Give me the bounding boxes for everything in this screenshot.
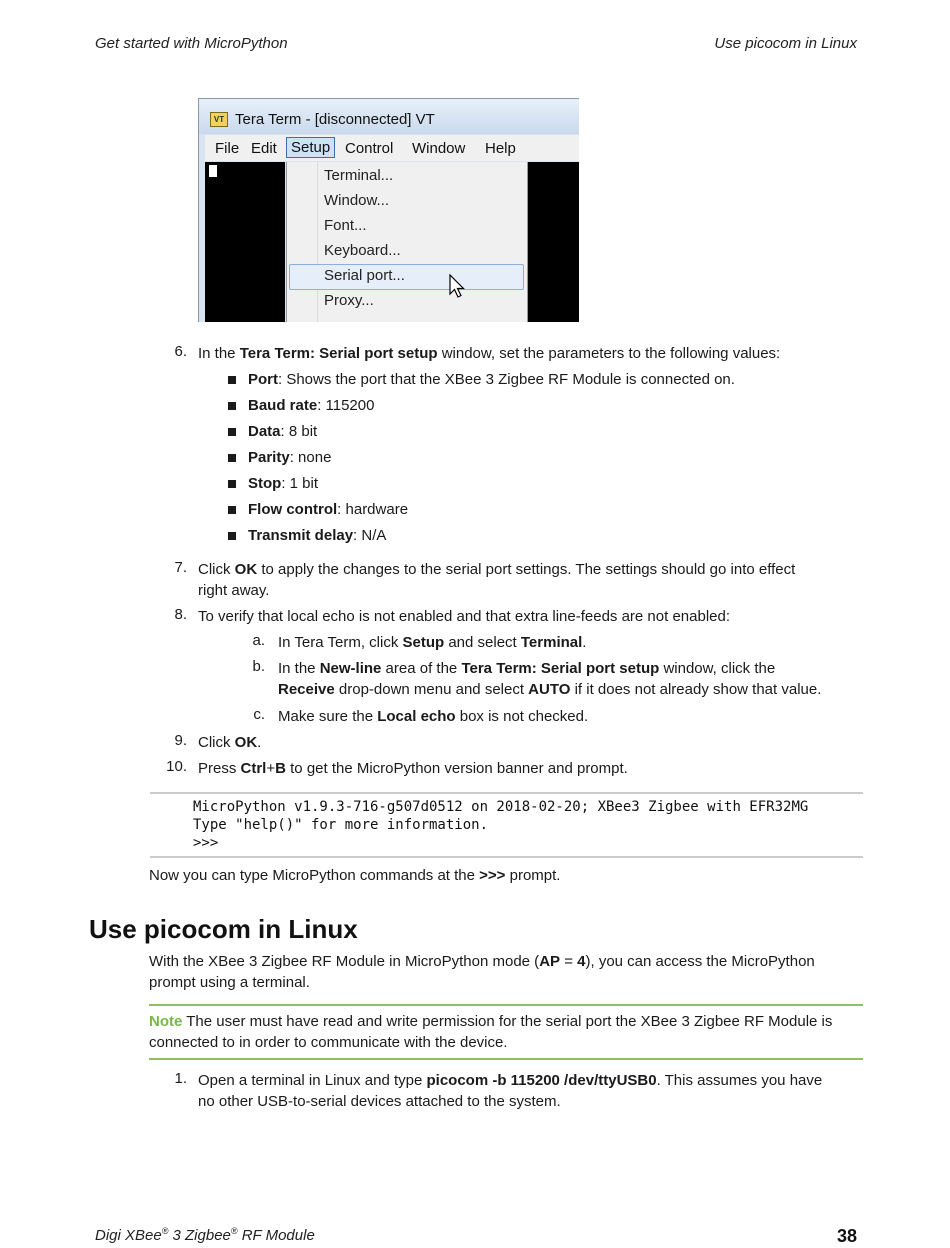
running-footer-title: Digi XBee® 3 Zigbee® RF Module <box>95 1226 315 1244</box>
section-heading: Use picocom in Linux <box>89 914 358 944</box>
menu-control[interactable]: Control <box>345 140 394 157</box>
param-stop: Stop: 1 bit <box>248 475 319 492</box>
bullet-icon <box>228 506 236 514</box>
after-code-text: Now you can type MicroPython commands at the >>> prompt. <box>149 867 561 884</box>
note-box <box>149 1004 863 1060</box>
step-7-text: Click OK to apply the changes to the serial port settings. The settings should go into effect right away. <box>198 561 796 599</box>
terminal-area-right <box>526 162 579 322</box>
param-parity: Parity: none <box>248 449 332 466</box>
window-title-bar <box>199 99 579 134</box>
note-text: Note The user must have read and write permission for the serial port the XBee 3 Zigbee RF Module is connected to in order to communicate with the device. <box>149 1013 833 1051</box>
step-number: 10. <box>166 758 187 775</box>
bullet-icon <box>228 454 236 462</box>
menu-icon-column <box>317 162 318 322</box>
param-flow-control: Flow control: hardware <box>248 501 409 518</box>
menu-window[interactable]: Window <box>412 140 466 157</box>
menu-item-terminal[interactable]: Terminal... <box>324 167 394 184</box>
step-number: 1. <box>174 1070 187 1087</box>
running-header-right: Use picocom in Linux <box>714 35 857 52</box>
bullet-icon <box>228 532 236 540</box>
step-10-text: Press Ctrl+B to get the MicroPython version banner and prompt. <box>198 760 628 777</box>
code-line: MicroPython v1.9.3-716-g507d0512 on 2018-02-20; XBee3 Zigbee with EFR32MG <box>193 799 809 815</box>
terminal-area <box>205 162 285 322</box>
step-number: 6. <box>174 343 187 360</box>
menu-item-font[interactable]: Font... <box>324 217 367 234</box>
menu-help[interactable]: Help <box>485 140 516 157</box>
bullet-icon <box>228 376 236 384</box>
step-6-text: In the Tera Term: Serial port setup window, set the parameters to the following values: <box>198 345 781 362</box>
step-8a-text: In Tera Term, click Setup and select Terminal. <box>278 634 587 651</box>
menu-file[interactable]: File <box>215 140 240 157</box>
menu-edit[interactable]: Edit <box>251 140 277 157</box>
menu-setup[interactable]: Setup <box>286 137 335 158</box>
substep-letter: b. <box>252 658 265 675</box>
mouse-pointer-icon <box>449 274 467 300</box>
step-8c-text: Make sure the Local echo box is not checked. <box>278 708 589 725</box>
picocom-step-1-text: Open a terminal in Linux and type picocom -b 115200 /dev/ttyUSB0. This assumes you have no other USB-to-serial devices attached to the system. <box>198 1072 823 1110</box>
param-data: Data: 8 bit <box>248 423 318 440</box>
step-number: 7. <box>174 559 187 576</box>
section-intro: With the XBee 3 Zigbee RF Module in MicroPython mode (AP = 4), you can access the MicroPython prompt using a terminal. <box>149 953 815 991</box>
step-number: 8. <box>174 606 187 623</box>
note-label: Note <box>149 1013 183 1030</box>
menu-item-window[interactable]: Window... <box>324 192 390 209</box>
window-title: Tera Term - [disconnected] VT <box>235 111 435 128</box>
page-number: 38 <box>836 1226 857 1246</box>
menu-item-keyboard[interactable]: Keyboard... <box>324 242 401 259</box>
running-header-left: Get started with MicroPython <box>95 35 288 52</box>
param-transmit-delay: Transmit delay: N/A <box>248 527 387 544</box>
code-block <box>150 792 863 858</box>
param-port: Port: Shows the port that the XBee 3 Zigbee RF Module is connected on. <box>248 371 735 388</box>
substep-letter: c. <box>253 706 265 723</box>
tera-term-icon: VT <box>210 112 228 127</box>
menu-bar <box>205 135 579 161</box>
code-line: Type "help()" for more information. <box>193 817 489 833</box>
bullet-icon <box>228 480 236 488</box>
substep-letter: a. <box>252 632 265 649</box>
terminal-cursor <box>209 165 217 177</box>
step-8b-text: In the New-line area of the Tera Term: Serial port setup window, click the Receive drop-down menu and select AUTO if it does not already show that value. <box>278 660 822 698</box>
bullet-icon <box>228 428 236 436</box>
step-number: 9. <box>174 732 187 749</box>
menu-item-serial-port[interactable]: Serial port... <box>324 267 405 284</box>
menu-item-proxy[interactable]: Proxy... <box>324 292 374 309</box>
setup-dropdown-menu <box>286 162 528 322</box>
tera-term-screenshot <box>198 98 579 322</box>
code-line: >>> <box>193 835 219 851</box>
step-8-text: To verify that local echo is not enabled and that extra line-feeds are not enabled: <box>198 608 731 625</box>
step-9-text: Click OK. <box>198 734 262 751</box>
bullet-icon <box>228 402 236 410</box>
param-baud-rate: Baud rate: 115200 <box>248 397 375 414</box>
